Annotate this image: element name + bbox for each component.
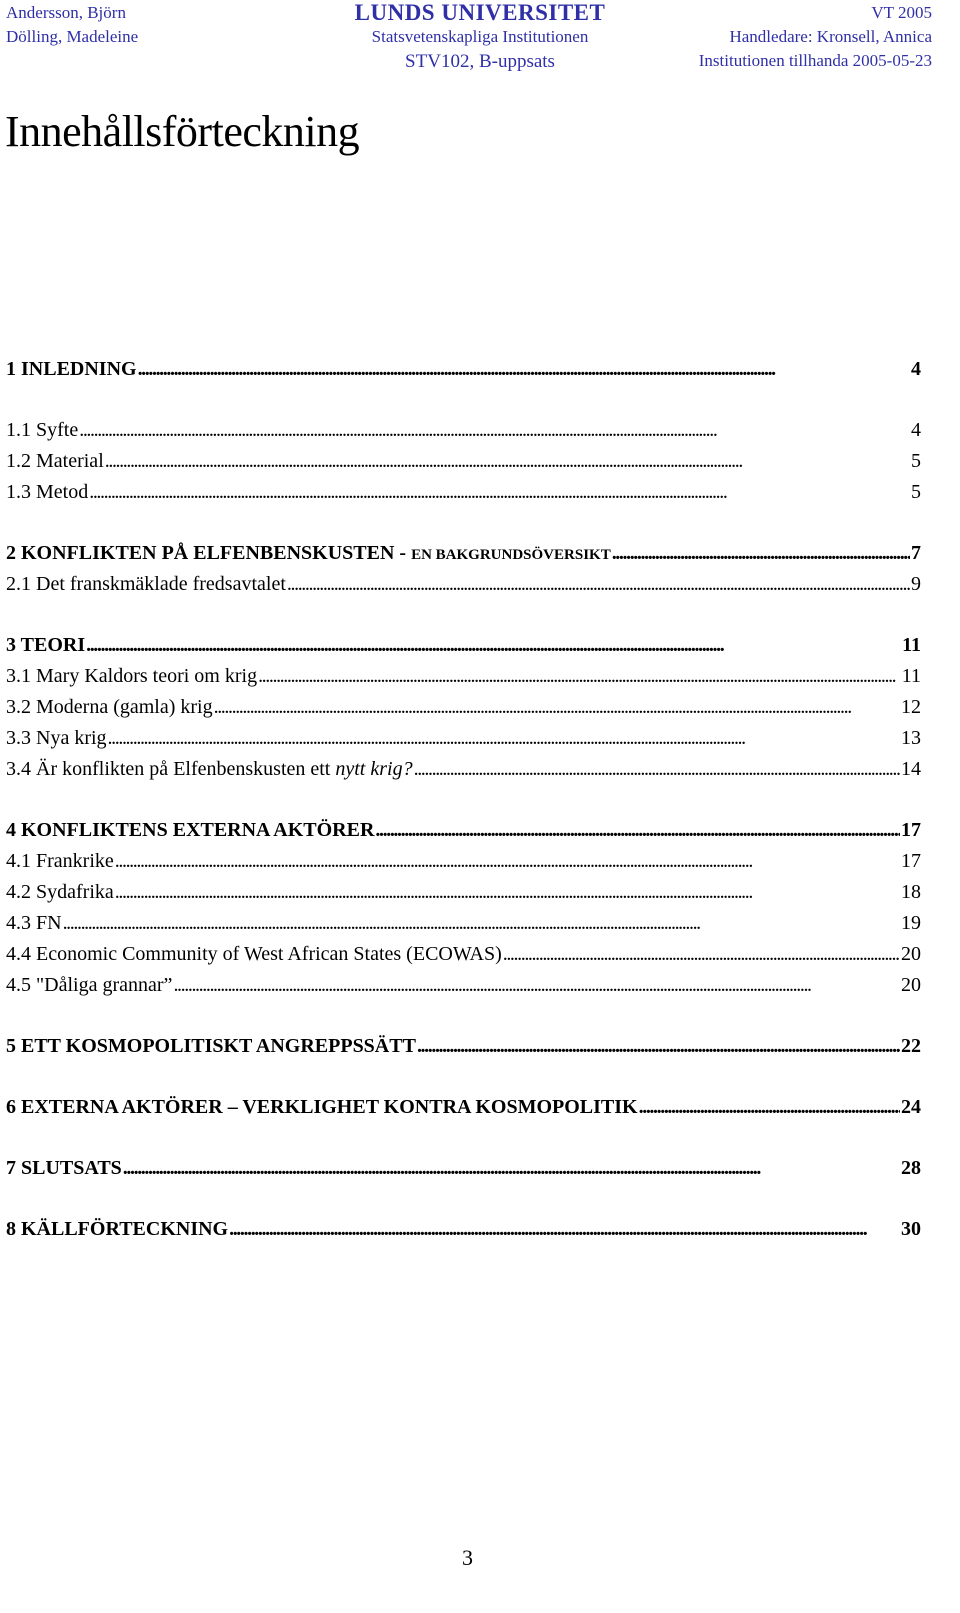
toc-entry[interactable] [6, 1218, 921, 1249]
toc-entry[interactable] [6, 943, 921, 974]
toc-leader-dots [79, 419, 910, 442]
toc-entry-label [6, 758, 413, 781]
toc-entry[interactable] [6, 634, 921, 665]
page-number: 3 [462, 1545, 473, 1570]
toc-entry[interactable] [6, 358, 921, 389]
toc-entry-label: 6 EXTERNA AKTÖRER – VERKLIGHET KONTRA KOSMOPOLITIK [6, 1096, 638, 1118]
toc-entry-label [6, 542, 611, 565]
toc-entry[interactable] [6, 881, 921, 912]
toc-entry-page: 9 [911, 573, 921, 595]
toc-entry-label: 4.4 Economic Community of West African States (ECOWAS) [6, 943, 502, 965]
author-1: Andersson, Björn [6, 3, 126, 22]
toc-entry[interactable] [6, 1096, 921, 1127]
author-2: Dölling, Madeleine [6, 27, 139, 46]
toc-entry[interactable] [6, 665, 921, 696]
toc-entry-page: 12 [901, 696, 921, 718]
toc-entry[interactable] [6, 450, 921, 481]
toc-leader-dots [115, 881, 900, 904]
toc-entry-label: 1.3 Metod [6, 481, 89, 503]
toc-entry-page: 24 [901, 1096, 921, 1118]
toc-entry-label: 3.1 Mary Kaldors teori om krig [6, 665, 258, 687]
toc-entry-page: 14 [901, 758, 921, 780]
toc-entry[interactable] [6, 758, 921, 789]
toc-entry-page: 19 [901, 912, 921, 934]
toc-entry-label: 2.1 Det franskmäklade fredsavtalet [6, 573, 286, 595]
toc-entry-page: 17 [901, 850, 921, 872]
toc-entry-label: 1 INLEDNING [6, 358, 137, 380]
toc-entry-page: 4 [911, 419, 921, 441]
toc-entry[interactable] [6, 419, 921, 450]
department-name: Statsvetenskapliga Institutionen [371, 27, 589, 46]
toc-entry-page: 30 [901, 1218, 921, 1240]
toc-leader-dots [287, 573, 910, 596]
toc-entry-label: 4.1 Frankrike [6, 850, 114, 872]
toc-leader-dots [138, 358, 910, 381]
toc-leader-dots [89, 481, 910, 504]
toc-entry-label: 3.3 Nya krig [6, 727, 107, 749]
toc-leader-dots [214, 696, 900, 719]
page-header [0, 0, 960, 80]
toc-entry[interactable] [6, 1035, 921, 1066]
toc-entry-page: 7 [911, 542, 921, 564]
toc-leader-dots [173, 974, 900, 997]
toc-entry-label: 4.2 Sydafrika [6, 881, 114, 903]
toc-entry[interactable] [6, 727, 921, 758]
toc-leader-dots [229, 1218, 900, 1241]
toc-entry[interactable] [6, 974, 921, 1005]
toc-entry-label: 4.3 FN [6, 912, 62, 934]
term: VT 2005 [871, 3, 932, 22]
toc-entry[interactable] [6, 696, 921, 727]
toc-entry-label-small: EN BAKGRUNDSÖVERSIKT [411, 547, 611, 563]
toc-leader-dots [108, 727, 900, 750]
toc-entry-page: 28 [901, 1157, 921, 1179]
toc-leader-dots [105, 450, 910, 473]
toc-entry-page: 4 [911, 358, 921, 380]
toc-leader-dots [115, 850, 900, 873]
toc-entry-label: 4.5 "Dåliga grannar” [6, 974, 173, 996]
toc-entry-page: 22 [901, 1035, 921, 1057]
toc-entry[interactable] [6, 573, 921, 604]
toc-entry-label: 5 ETT KOSMOPOLITISKT ANGREPPSSÄTT [6, 1035, 416, 1057]
toc-entry-page: 5 [911, 481, 921, 503]
toc-entry[interactable] [6, 481, 921, 512]
toc-entry[interactable] [6, 819, 921, 850]
toc-entry-label-main: 3.4 Är konflikten på Elfenbenskusten ett [6, 758, 336, 780]
course-code: STV102, B-uppsats [405, 51, 555, 72]
toc-entry-label-main: 2 KONFLIKTEN PÅ ELFENBENSKUSTEN - [6, 542, 412, 564]
toc-entry-page: 5 [911, 450, 921, 472]
toc-entry-page: 18 [901, 881, 921, 903]
toc-leader-dots [414, 758, 900, 781]
toc-entry-page: 11 [902, 634, 921, 656]
toc-leader-dots [503, 943, 900, 966]
toc-entry-label: 1.2 Material [6, 450, 104, 472]
toc-entry-page: 11 [901, 665, 921, 687]
toc-entry-label-italic: nytt krig? [335, 758, 413, 780]
toc-leader-dots [258, 665, 901, 688]
toc-entry-page: 20 [901, 943, 921, 965]
table-of-contents [6, 358, 921, 1249]
toc-entry-label: 1.1 Syfte [6, 419, 79, 441]
page-title: Innehållsförteckning [5, 107, 360, 156]
toc-leader-dots [639, 1096, 900, 1119]
university-name: LUNDS UNIVERSITET [354, 0, 606, 25]
toc-entry[interactable] [6, 1157, 921, 1188]
toc-entry-page: 17 [901, 819, 921, 841]
toc-entry[interactable] [6, 850, 921, 881]
toc-entry-label: 3.2 Moderna (gamla) krig [6, 696, 213, 718]
toc-leader-dots [123, 1157, 900, 1180]
toc-leader-dots [63, 912, 900, 935]
supervisor: Handledare: Kronsell, Annica [729, 27, 932, 46]
toc-leader-dots [86, 634, 901, 657]
toc-entry-page: 20 [901, 974, 921, 996]
toc-entry[interactable] [6, 542, 921, 573]
toc-entry[interactable] [6, 912, 921, 943]
submission-date: Institutionen tillhanda 2005-05-23 [698, 51, 932, 70]
toc-entry-page: 13 [901, 727, 921, 749]
toc-leader-dots [417, 1035, 900, 1058]
toc-entry-label: 3 TEORI [6, 634, 86, 656]
toc-entry-label: 8 KÄLLFÖRTECKNING [6, 1218, 229, 1240]
toc-leader-dots [375, 819, 900, 842]
toc-entry-label: 4 KONFLIKTENS EXTERNA AKTÖRER [6, 819, 375, 841]
toc-leader-dots [612, 542, 910, 565]
toc-entry-label: 7 SLUTSATS [6, 1157, 122, 1179]
